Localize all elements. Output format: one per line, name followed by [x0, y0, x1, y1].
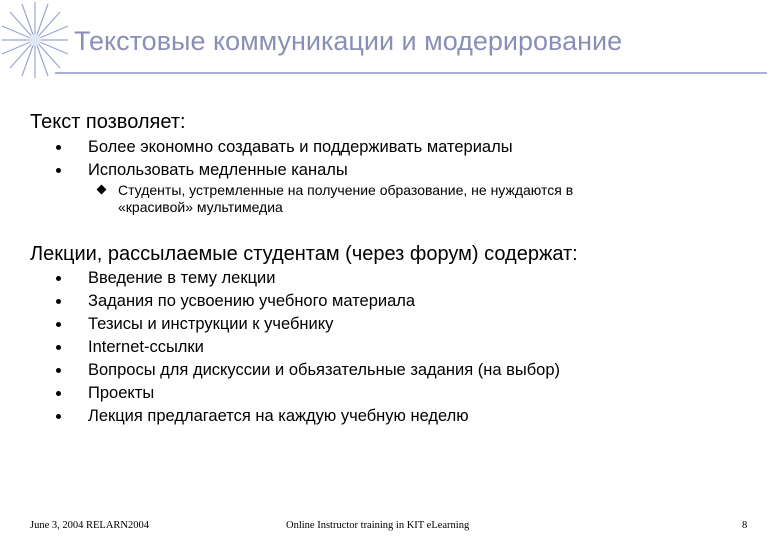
footer-date: June 3, 2004 RELARN2004 [30, 520, 149, 531]
list-item: Введение в тему лекции [88, 267, 560, 290]
footer-center-text: Online Instructor training in KIT eLearning [286, 520, 470, 531]
list-item: Более экономно создавать и поддерживать материалы [88, 136, 513, 159]
list-item: Лекция предлагается на каждую учебную неделю [88, 405, 560, 428]
bullet-icon [56, 322, 61, 327]
bullet-icon [56, 168, 61, 173]
list-item: Internet-ссылки [88, 336, 560, 359]
bullet-icon [56, 276, 61, 281]
slide-title: Текстовые коммуникации и модерирование [74, 26, 623, 56]
page-number: 8 [742, 520, 748, 531]
bullet-icon [56, 414, 61, 419]
bullet-icon [56, 145, 61, 150]
diamond-bullet-icon [97, 185, 107, 195]
bullet-icon [56, 391, 61, 396]
section2-bullet-list [88, 267, 560, 428]
bullet-icon [56, 345, 61, 350]
list-item: Задания по усвоению учебного материала [88, 290, 560, 313]
star-decoration-icon [0, 0, 70, 80]
section-heading-text: Текст позволяет: [30, 111, 186, 133]
list-item: Использовать медленные каналы [88, 159, 513, 182]
bullet-icon [56, 299, 61, 304]
section1-bullet-list [88, 136, 513, 182]
list-item: Вопросы для дискуссии и обьязательные задания (на выбор) [88, 359, 560, 382]
sub-bullet: Студенты, устремленные на получение образование, не нуждаются в «красивой» мультимедиа [118, 182, 573, 216]
section-heading-lectures: Лекции, рассылаемые студентам (через форум) содержат: [30, 243, 578, 265]
list-item: Проекты [88, 382, 560, 405]
bullet-icon [56, 368, 61, 373]
title-divider [55, 72, 767, 74]
list-item: Тезисы и инструкции к учебнику [88, 313, 560, 336]
